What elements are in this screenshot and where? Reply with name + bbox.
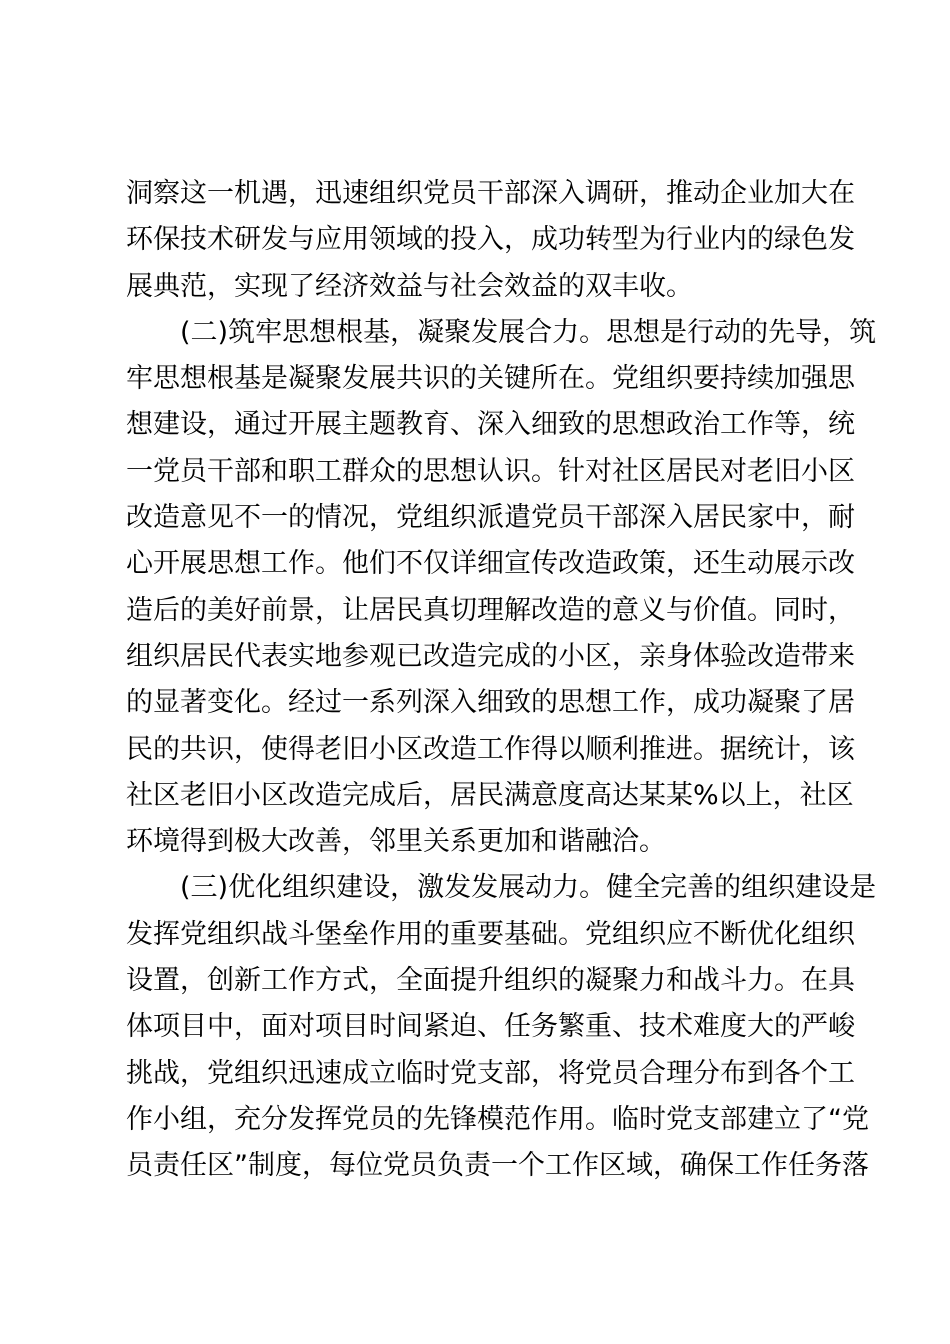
text-line: 发挥党组织战斗堡垒作用的重要基础。党组织应不断优化组织 — [126, 918, 855, 950]
text-line: 作小组，充分发挥党员的先锋模范作用。临时党支部建立了“党 — [126, 1103, 869, 1135]
text-line: 环保技术研发与应用领域的投入，成功转型为行业内的绿色发 — [126, 224, 855, 256]
text-line: 环境得到极大改善，邻里关系更加和谐融洽。 — [126, 826, 666, 858]
text-line: 心开展思想工作。他们不仅详细宣传改造政策，还生动展示改 — [126, 548, 855, 580]
text-line: 展典范，实现了经济效益与社会效益的双丰收。 — [126, 270, 693, 302]
section-heading-line: (三)优化组织建设，激发发展动力。健全完善的组织建设是 — [180, 872, 877, 904]
text-line: 设置，创新工作方式，全面提升组织的凝聚力和战斗力。在具 — [126, 965, 855, 997]
text-line: 改造意见不一的情况，党组织派遣党员干部深入居民家中，耐 — [126, 502, 855, 534]
section-heading-line: (二)筑牢思想根基，凝聚发展合力。思想是行动的先导，筑 — [180, 316, 877, 348]
text-line: 组织居民代表实地参观已改造完成的小区，亲身体验改造带来 — [126, 640, 855, 672]
text-line: 员责任区”制度，每位党员负责一个工作区域，确保工作任务落 — [126, 1150, 869, 1182]
body-text — [126, 171, 877, 1190]
text-line: 造后的美好前景，让居民真切理解改造的意义与价值。同时， — [126, 594, 855, 626]
text-line: 牢思想根基是凝聚发展共识的关键所在。党组织要持续加强思 — [126, 363, 855, 395]
text-line: 一党员干部和职工群众的思想认识。针对社区居民对老旧小区 — [126, 455, 855, 487]
text-line: 社区老旧小区改造完成后，居民满意度高达某某%以上，社区 — [126, 779, 854, 811]
text-line: 挑战，党组织迅速成立临时党支部，将党员合理分布到各个工 — [126, 1057, 855, 1089]
text-line: 的显著变化。经过一系列深入细致的思想工作，成功凝聚了居 — [126, 687, 855, 719]
text-line: 洞察这一机遇，迅速组织党员干部深入调研，推动企业加大在 — [126, 178, 855, 209]
text-line: 民的共识，使得老旧小区改造工作得以顺利推进。据统计，该 — [126, 733, 855, 765]
text-line: 体项目中，面对项目时间紧迫、任务繁重、技术难度大的严峻 — [126, 1011, 855, 1043]
text-line: 想建设，通过开展主题教育、深入细致的思想政治工作等，统 — [126, 409, 855, 441]
